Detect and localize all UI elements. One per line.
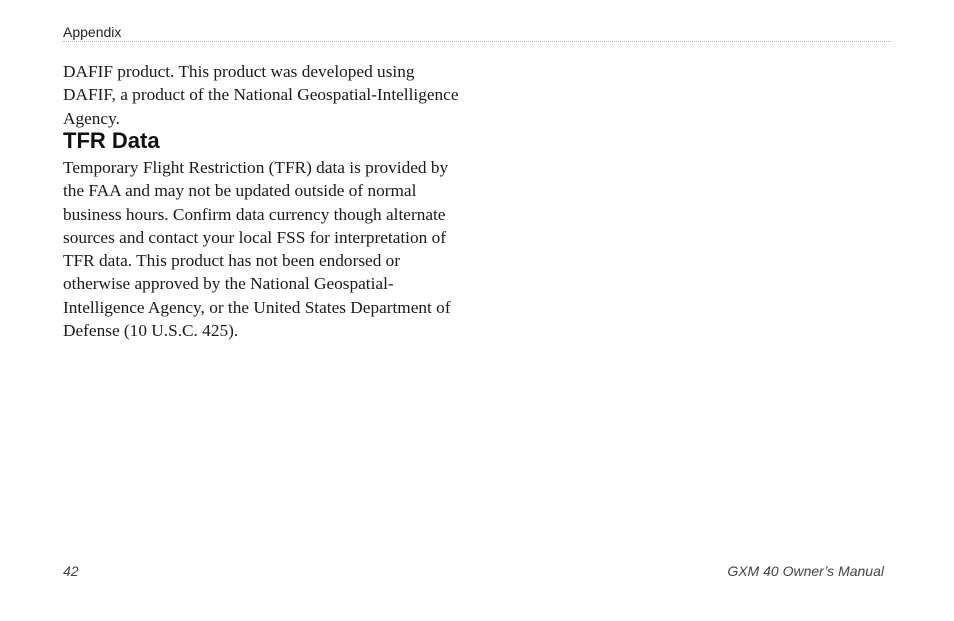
intro-block <box>63 60 463 130</box>
header-divider <box>63 41 891 42</box>
section-header-label: Appendix <box>63 24 122 40</box>
manual-title: GXM 40 Owner’s Manual <box>727 563 884 579</box>
tfr-body-block <box>63 156 463 342</box>
intro-paragraph: DAFIF product. This product was developed using DAFIF, a product of the National Geospatial-Intelligence Agency. <box>63 62 459 128</box>
tfr-paragraph: Temporary Flight Restriction (TFR) data is provided by the FAA and may not be updated outside of normal business hours. Confirm data currency though alternate sources and contact your local FSS for interpretation of TFR data. This product has not been endorsed or otherwise approved by the National Geospatial-Intelligence Agency, or the United States Department of Defense (10 U.S.C. 425). <box>63 158 451 341</box>
page-number: 42 <box>63 563 79 579</box>
section-heading-tfr-data: TFR Data <box>63 128 160 153</box>
